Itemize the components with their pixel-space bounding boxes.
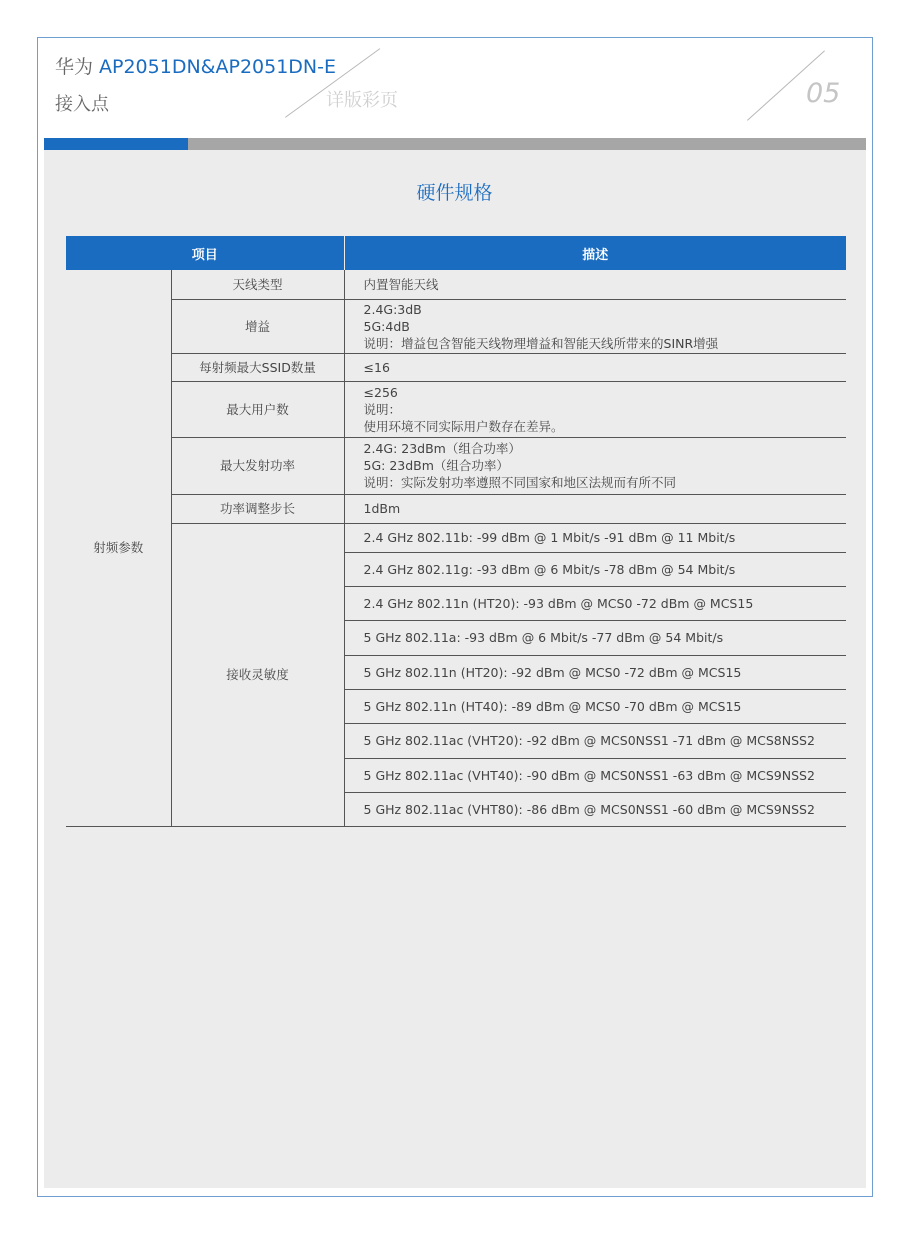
header-desc: 描述 xyxy=(344,236,846,270)
table-row xyxy=(66,299,846,353)
header-item: 项目 xyxy=(66,236,344,270)
header-band-accent xyxy=(44,138,188,150)
table-row xyxy=(66,494,846,523)
item-cell: 接收灵敏度 xyxy=(171,523,344,826)
desc-cell: ≤16 xyxy=(344,353,846,381)
page-number: 05 xyxy=(806,78,841,109)
desc-cell: 5 GHz 802.11a: -93 dBm @ 6 Mbit/s -77 dBm @ 54 Mbit/s xyxy=(344,620,846,655)
header-title xyxy=(55,52,336,79)
table-row xyxy=(66,381,846,437)
desc-cell: 2.4G:3dB 5G:4dB 说明：增益包含智能天线物理增益和智能天线所带来的SINR增强 xyxy=(344,299,846,353)
header-band xyxy=(188,138,866,150)
item-cell: 最大发射功率 xyxy=(171,437,344,494)
table-header-row xyxy=(66,236,846,270)
item-cell: 功率调整步长 xyxy=(171,494,344,523)
desc-cell: 5 GHz 802.11ac (VHT20): -92 dBm @ MCS0NSS1 -71 dBm @ MCS8NSS2 xyxy=(344,723,846,758)
table-row xyxy=(66,353,846,381)
edition-label: 详版彩页 xyxy=(326,90,398,111)
header-subtitle: 接入点 xyxy=(55,94,109,115)
desc-cell: 2.4 GHz 802.11b: -99 dBm @ 1 Mbit/s -91 dBm @ 11 Mbit/s xyxy=(344,523,846,552)
category-cell: 射频参数 xyxy=(66,270,171,826)
table-row xyxy=(66,523,846,552)
desc-cell: 5 GHz 802.11n (HT20): -92 dBm @ MCS0 -72 dBm @ MCS15 xyxy=(344,655,846,689)
item-cell: 增益 xyxy=(171,299,344,353)
desc-cell: 1dBm xyxy=(344,494,846,523)
desc-cell: 内置智能天线 xyxy=(344,270,846,299)
brand-name: 华为 xyxy=(55,56,94,78)
table-row xyxy=(66,437,846,494)
desc-cell: 5 GHz 802.11n (HT40): -89 dBm @ MCS0 -70 dBm @ MCS15 xyxy=(344,689,846,723)
desc-cell: ≤256 说明： 使用环境不同实际用户数存在差异。 xyxy=(344,381,846,437)
desc-cell: 5 GHz 802.11ac (VHT80): -86 dBm @ MCS0NSS1 -60 dBm @ MCS9NSS2 xyxy=(344,792,846,826)
item-cell: 每射频最大SSID数量 xyxy=(171,353,344,381)
table-row xyxy=(66,270,846,299)
desc-cell: 5 GHz 802.11ac (VHT40): -90 dBm @ MCS0NSS1 -63 dBm @ MCS9NSS2 xyxy=(344,758,846,792)
desc-cell: 2.4G: 23dBm（组合功率） 5G: 23dBm（组合功率） 说明：实际发射功率遵照不同国家和地区法规而有所不同 xyxy=(344,437,846,494)
spec-table xyxy=(66,236,846,827)
item-cell: 天线类型 xyxy=(171,270,344,299)
desc-cell: 2.4 GHz 802.11n (HT20): -93 dBm @ MCS0 -72 dBm @ MCS15 xyxy=(344,586,846,620)
desc-cell: 2.4 GHz 802.11g: -93 dBm @ 6 Mbit/s -78 dBm @ 54 Mbit/s xyxy=(344,552,846,586)
item-cell: 最大用户数 xyxy=(171,381,344,437)
product-model: AP2051DN&AP2051DN-E xyxy=(99,56,336,78)
section-title: 硬件规格 xyxy=(416,182,493,204)
